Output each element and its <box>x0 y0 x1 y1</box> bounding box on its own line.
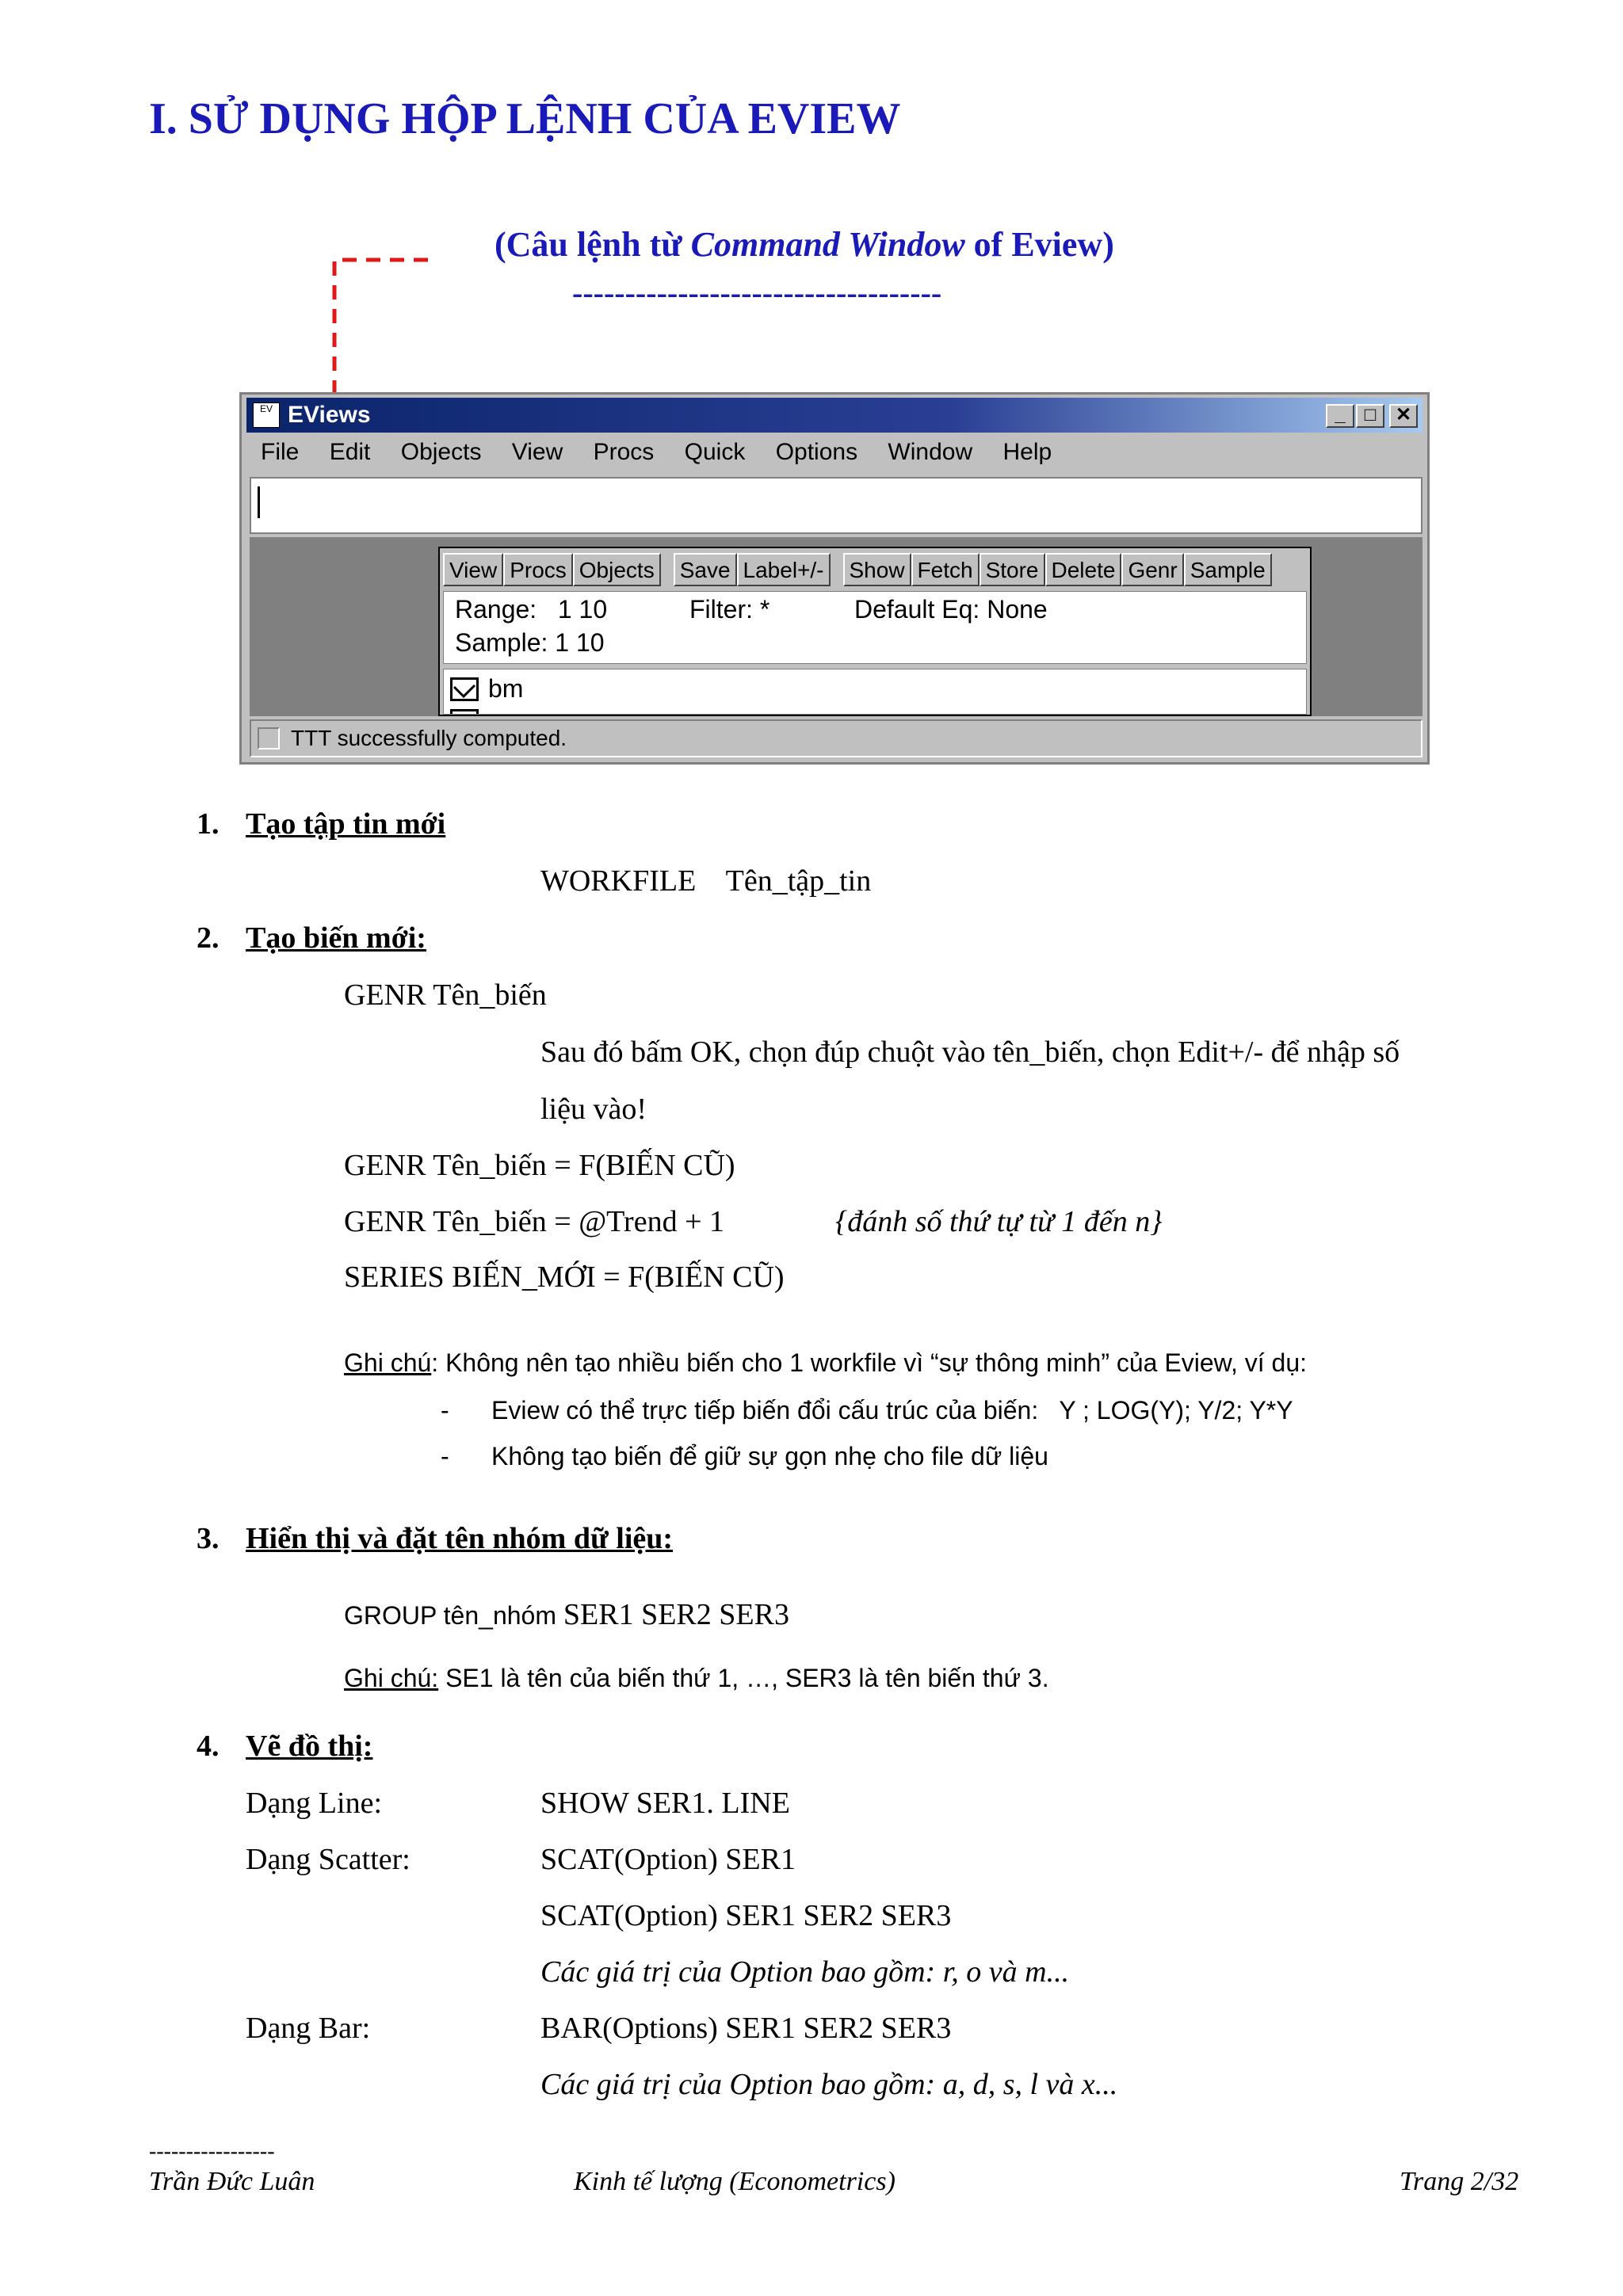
tb-view-button[interactable]: View <box>443 553 503 586</box>
subtitle-part1: (Câu lệnh từ <box>495 225 691 264</box>
tb-label-button[interactable]: Label+/- <box>737 553 831 586</box>
tb-sample-button[interactable]: Sample <box>1184 553 1272 586</box>
note-text: : Không nên tạo nhiều biến cho 1 workfile vì “sự thông minh” của Eview, ví dụ: <box>431 1348 1307 1377</box>
tb-genr-button[interactable]: Genr <box>1121 553 1183 586</box>
genr-instruction-line2: liệu vào! <box>540 1093 647 1126</box>
menu-window[interactable]: Window <box>888 439 973 465</box>
workfile-toolbar <box>443 553 1272 588</box>
range-text: Range: 1 10 <box>455 595 608 624</box>
section-2-title <box>246 921 426 955</box>
menu-objects[interactable]: Objects <box>400 439 482 465</box>
section-4-title-text: Vẽ đồ thị: <box>246 1730 373 1763</box>
menu-help[interactable]: Help <box>1002 439 1052 465</box>
menu-bar <box>261 439 1075 471</box>
section-3-title <box>246 1521 673 1556</box>
workfile-info <box>443 591 1307 664</box>
line-command: SHOW SER1. LINE <box>540 1787 790 1820</box>
genr-command: GENR Tên_biến <box>344 978 547 1012</box>
tb-save-button[interactable]: Save <box>674 553 737 586</box>
footer-page-number: Trang 2/32 <box>1400 2167 1519 2196</box>
status-box <box>258 727 280 749</box>
group-command-sans: GROUP tên_nhóm <box>344 1601 563 1630</box>
workspace-area <box>250 537 1423 716</box>
scatter-command-1: SCAT(Option) SER1 <box>540 1843 796 1876</box>
eviews-title: EViews <box>288 402 371 428</box>
bar-options-note: Các giá trị của Option bao gồm: a, d, s, l và x... <box>540 2068 1118 2101</box>
default-eq-text: Default Eq: None <box>854 595 1048 624</box>
filter-text: Filter: * <box>689 595 770 624</box>
subtitle-command-window: Command Window <box>690 225 965 264</box>
footer-rule: ----------------- <box>149 2139 275 2164</box>
command-window-input[interactable] <box>250 477 1423 534</box>
note-label: Ghi chú <box>344 1348 432 1377</box>
footer-course: Kinh tế lượng (Econometrics) <box>574 2167 896 2196</box>
tb-show-button[interactable]: Show <box>843 553 911 586</box>
section-3-note <box>344 1664 1049 1693</box>
section-3-number: 3. <box>197 1522 220 1555</box>
workfile-command: WORKFILE Tên_tập_tin <box>540 864 872 898</box>
object-list <box>443 669 1307 715</box>
subtitle <box>495 224 1114 265</box>
bullet-1: Eview có thể trực tiếp biến đổi cấu trúc của biến: Y ; LOG(Y); Y/2; Y*Y <box>491 1396 1293 1425</box>
genr-trend-note: {đánh số thứ tự từ 1 đến n} <box>835 1205 1163 1238</box>
minimize-button[interactable]: _ <box>1326 404 1354 428</box>
eviews-title-bar[interactable] <box>246 398 1423 433</box>
subtitle-part3: of Eview) <box>964 225 1114 264</box>
bullet-2: Không tạo biến để giữ sự gọn nhẹ cho file dữ liệu <box>491 1442 1048 1470</box>
footer-author: Trần Đức Luân <box>149 2167 315 2196</box>
menu-file[interactable]: File <box>261 439 300 465</box>
page-heading: I. SỬ DỤNG HỘP LỆNH CỦA EVIEW <box>149 94 901 143</box>
tb-fetch-button[interactable]: Fetch <box>911 553 980 586</box>
menu-procs[interactable]: Procs <box>593 439 655 465</box>
menu-options[interactable]: Options <box>775 439 858 465</box>
scatter-options-note: Các giá trị của Option bao gồm: r, o và m... <box>540 1955 1070 1989</box>
menu-view[interactable]: View <box>511 439 563 465</box>
text-caret <box>258 486 260 518</box>
tb-objects-button[interactable]: Objects <box>573 553 661 586</box>
maximize-button[interactable]: □ <box>1356 404 1384 428</box>
series-icon-partial <box>450 709 479 714</box>
eviews-window <box>239 392 1430 765</box>
note-text-3: SE1 là tên của biến thứ 1, …, SER3 là tên biến thứ 3. <box>438 1664 1049 1692</box>
scatter-command-2: SCAT(Option) SER1 SER2 SER3 <box>540 1899 952 1932</box>
bullet-dash-2: - <box>441 1442 449 1470</box>
series-command: SERIES BIẾN_MỚI = F(BIẾN CŨ) <box>344 1261 785 1294</box>
menu-quick[interactable]: Quick <box>684 439 746 465</box>
note-label-3: Ghi chú: <box>344 1664 439 1692</box>
section-4-title <box>246 1729 372 1764</box>
menu-edit[interactable]: Edit <box>329 439 371 465</box>
genr-trend-command: GENR Tên_biến = @Trend + 1 <box>344 1205 725 1238</box>
tb-store-button[interactable]: Store <box>980 553 1045 586</box>
section-2-number: 2. <box>197 921 220 955</box>
list-item-bm[interactable]: bm <box>488 674 524 703</box>
sample-text: Sample: 1 10 <box>455 628 605 657</box>
status-bar <box>250 719 1423 757</box>
bullet-dash-1: - <box>441 1396 449 1425</box>
subtitle-rule: ----------------------------------- <box>572 275 942 311</box>
genr-function-command: GENR Tên_biến = F(BIẾN CŨ) <box>344 1149 735 1182</box>
section-1-title <box>246 807 445 841</box>
section-4-number: 4. <box>197 1730 220 1763</box>
tb-delete-button[interactable]: Delete <box>1045 553 1122 586</box>
close-button[interactable]: ✕ <box>1389 404 1418 428</box>
status-text: TTT successfully computed. <box>291 726 567 750</box>
bar-label: Dạng Bar: <box>246 2012 371 2045</box>
bar-command: BAR(Options) SER1 SER2 SER3 <box>540 2012 952 2045</box>
line-label: Dạng Line: <box>246 1787 383 1820</box>
section-3-title-text: Hiển thị và đặt tên nhóm dữ liệu: <box>246 1522 674 1555</box>
series-icon <box>450 677 479 701</box>
section-1-title-text: Tạo tập tin mới <box>246 807 446 841</box>
scatter-label: Dạng Scatter: <box>246 1843 411 1876</box>
workfile-window <box>438 547 1312 716</box>
eviews-logo-icon: EV <box>253 402 280 428</box>
section-1-number: 1. <box>197 807 220 841</box>
section-2-note <box>344 1348 1307 1378</box>
tb-procs-button[interactable]: Procs <box>503 553 573 586</box>
section-2-title-text: Tạo biến mới: <box>246 921 426 955</box>
group-command <box>344 1597 789 1632</box>
group-command-serif: SER1 SER2 SER3 <box>563 1598 789 1631</box>
genr-instruction-line1: Sau đó bấm OK, chọn đúp chuột vào tên_biến, chọn Edit+/- để nhập số <box>540 1035 1400 1069</box>
